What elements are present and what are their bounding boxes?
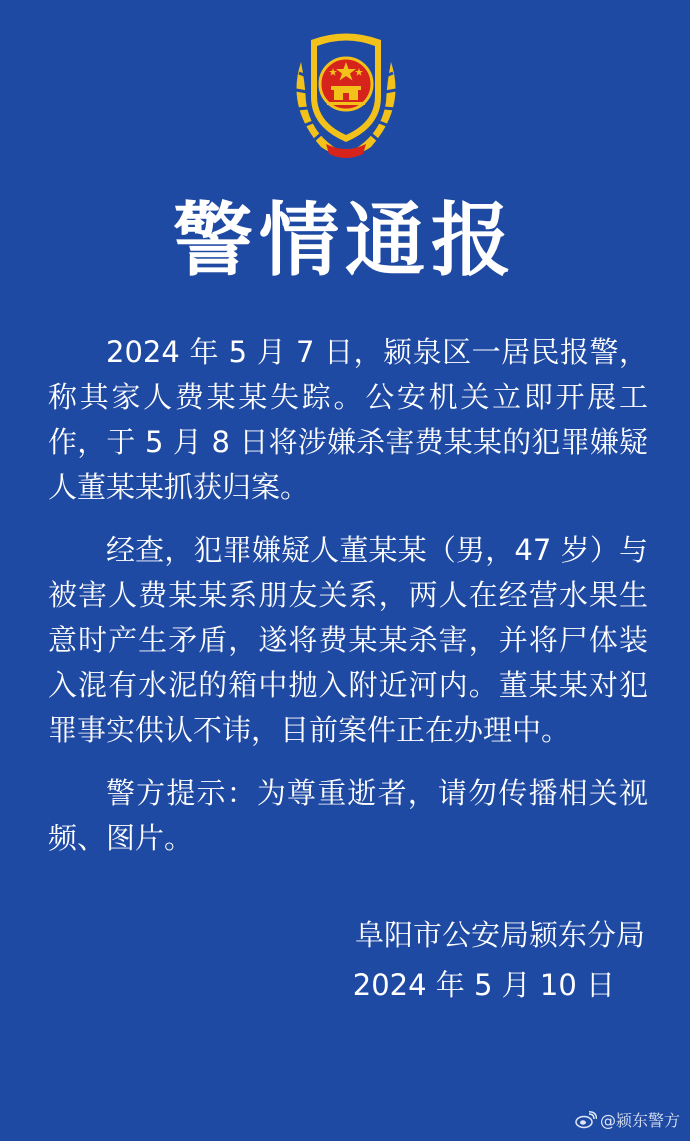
paragraph-reminder: 警方提示：为尊重逝者，请勿传播相关视频、图片。 [48,776,648,855]
page-title: 警情通报 [173,194,517,287]
notice-body [48,330,648,879]
weibo-watermark [575,1108,680,1131]
paragraph-investigation: 经查，犯罪嫌疑人董某某（男，47 岁）与被害人费某某系朋友关系，两人在经营水果生意时产生矛盾，遂将费某某杀害，并将尸体装入混有水泥的箱中抛入附近河内。董某某对犯罪事实供认不讳，目前案件正在办理中。 [48,533,648,747]
signature-block [353,910,645,1010]
paragraph-incident: 2024 年 5 月 7 日，颍泉区一居民报警，称其家人费某某失踪。公安机关立即开展工作，于 5 月 8 日将涉嫌杀害费某某的犯罪嫌疑人董某某抓获归案。 [48,335,648,504]
police-emblem-icon [281,22,411,162]
weibo-icon [575,1111,597,1129]
issuing-organization: 阜阳市公安局颍东分局 [354,918,645,952]
issue-date: 2024 年 5 月 10 日 [352,968,615,1002]
watermark-text: @颍东警方 [599,1111,680,1130]
